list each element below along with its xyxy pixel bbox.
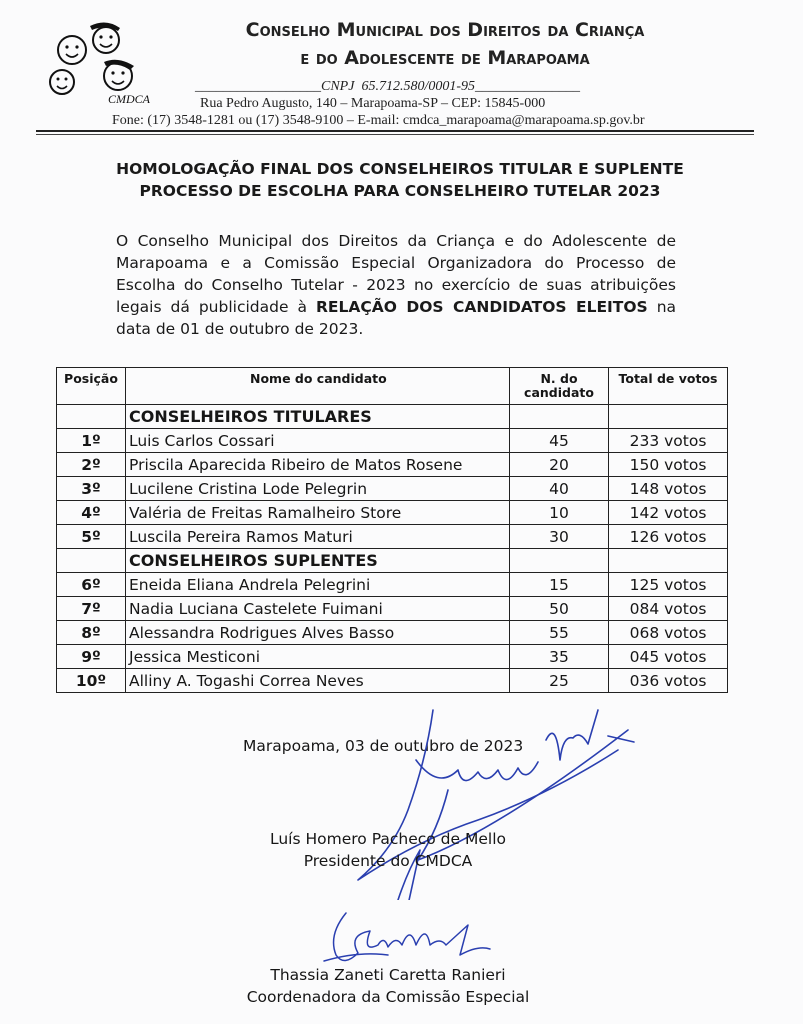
title-line-1: HOMOLOGAÇÃO FINAL DOS CONSELHEIROS TITULAR E SUPLENTE — [116, 160, 684, 178]
cell-votes: 084 votos — [609, 597, 728, 621]
cell-number: 30 — [510, 525, 609, 549]
cell-votes: 036 votos — [609, 669, 728, 693]
cell-name: Lucilene Cristina Lode Pelegrin — [126, 477, 510, 501]
table-body — [57, 405, 728, 693]
cell-position: 9º — [57, 645, 126, 669]
table-header-row — [57, 368, 728, 405]
cell-votes: 126 votos — [609, 525, 728, 549]
cell-name: Alessandra Rodrigues Alves Basso — [126, 621, 510, 645]
cell-name: Eneida Eliana Andrela Pelegrini — [126, 573, 510, 597]
cell-position: 2º — [57, 453, 126, 477]
cell-name: Luis Carlos Cossari — [126, 429, 510, 453]
table-row — [57, 429, 728, 453]
intro-bold: RELAÇÃO DOS CANDIDATOS ELEITOS — [315, 298, 648, 316]
section-row-suplentes — [57, 549, 728, 573]
cell-number: 20 — [510, 453, 609, 477]
intro-paragraph — [116, 230, 676, 340]
cell-position: 4º — [57, 501, 126, 525]
cell-number: 40 — [510, 477, 609, 501]
cell-number: 55 — [510, 621, 609, 645]
cnpj: CNPJ 65.712.580/0001-95 — [321, 79, 475, 94]
address: Rua Pedro Augusto, 140 – Marapoama-SP – CEP: 15845-000 — [200, 96, 546, 111]
cell-votes: 150 votos — [609, 453, 728, 477]
header-divider-thin — [36, 134, 754, 135]
cell-number: 45 — [510, 429, 609, 453]
document-title — [40, 158, 760, 202]
cell-name: Priscila Aparecida Ribeiro de Matos Rosene — [126, 453, 510, 477]
table-row — [57, 669, 728, 693]
cell-votes: 142 votos — [609, 501, 728, 525]
signatory-1 — [258, 828, 518, 872]
table-row — [57, 621, 728, 645]
cell-position: 1º — [57, 429, 126, 453]
cell-votes: 148 votos — [609, 477, 728, 501]
cell-position: 3º — [57, 477, 126, 501]
table-row — [57, 477, 728, 501]
cell-votes: 068 votos — [609, 621, 728, 645]
cell-votes: 125 votos — [609, 573, 728, 597]
contact-line: Fone: (17) 3548-1281 ou (17) 3548-9100 – E-mail: cmdca_marapoama@marapoama.sp.gov.br — [112, 113, 645, 128]
table-row — [57, 501, 728, 525]
section-titulares: CONSELHEIROS TITULARES — [126, 405, 510, 429]
header-divider — [36, 130, 754, 132]
cell-name: Luscila Pereira Ramos Maturi — [126, 525, 510, 549]
cell-position: 6º — [57, 573, 126, 597]
candidates-table — [56, 367, 728, 693]
header-position: Posição — [57, 368, 126, 405]
section-suplentes: CONSELHEIROS SUPLENTES — [126, 549, 510, 573]
table-row — [57, 525, 728, 549]
table-row — [57, 597, 728, 621]
cnpj-line: __________________CNPJ 65.712.580/0001-95_______________ — [195, 79, 580, 94]
cell-number: 25 — [510, 669, 609, 693]
header-number: N. do candidato — [510, 368, 609, 405]
cell-position: 5º — [57, 525, 126, 549]
signatory-1-role: Presidente do CMDCA — [303, 852, 473, 870]
cell-votes: 045 votos — [609, 645, 728, 669]
cell-name: Alliny A. Togashi Correa Neves — [126, 669, 510, 693]
header-name: Nome do candidato — [126, 368, 510, 405]
table-row — [57, 645, 728, 669]
signatory-1-name: Luís Homero Pacheco de Mello — [270, 830, 506, 848]
cell-number: 15 — [510, 573, 609, 597]
org-line-2: e do Adolescente de Marapoama — [300, 47, 590, 69]
signatory-2 — [228, 964, 548, 1008]
table-row — [57, 573, 728, 597]
cell-number: 50 — [510, 597, 609, 621]
cell-position: 8º — [57, 621, 126, 645]
title-line-2: PROCESSO DE ESCOLHA PARA CONSELHEIRO TUTELAR 2023 — [139, 182, 661, 200]
signatory-2-role: Coordenadora da Comissão Especial — [246, 988, 530, 1006]
place-date: Marapoama, 03 de outubro de 2023 — [243, 737, 524, 755]
cell-number: 35 — [510, 645, 609, 669]
signatory-2-name: Thassia Zaneti Caretta Ranieri — [270, 966, 506, 984]
table-row — [57, 453, 728, 477]
cell-votes: 233 votos — [609, 429, 728, 453]
intro-text-after: na data de 01 de outubro de 2023. — [116, 298, 677, 338]
section-row-titulares — [57, 405, 728, 429]
header-votes: Total de votos — [609, 368, 728, 405]
cell-name: Valéria de Freitas Ramalheiro Store — [126, 501, 510, 525]
cell-number: 10 — [510, 501, 609, 525]
cell-name: Jessica Mesticoni — [126, 645, 510, 669]
intro-text-before: O Conselho Municipal dos Direitos da Criança e do Adolescente de Marapoama e a Comissão Especial Organizadora do Processo de Escolha do Conselho Tutelar - 2023 no exercício de suas atribuições legais dá publicidade à — [116, 232, 676, 316]
org-line-1: Conselho Municipal dos Direitos da Criança — [245, 19, 645, 41]
cell-position: 7º — [57, 597, 126, 621]
cell-name: Nadia Luciana Castelete Fuimani — [126, 597, 510, 621]
organization-name — [165, 16, 725, 72]
logo-caption: CMDCA — [108, 92, 150, 106]
cell-position: 10º — [57, 669, 126, 693]
